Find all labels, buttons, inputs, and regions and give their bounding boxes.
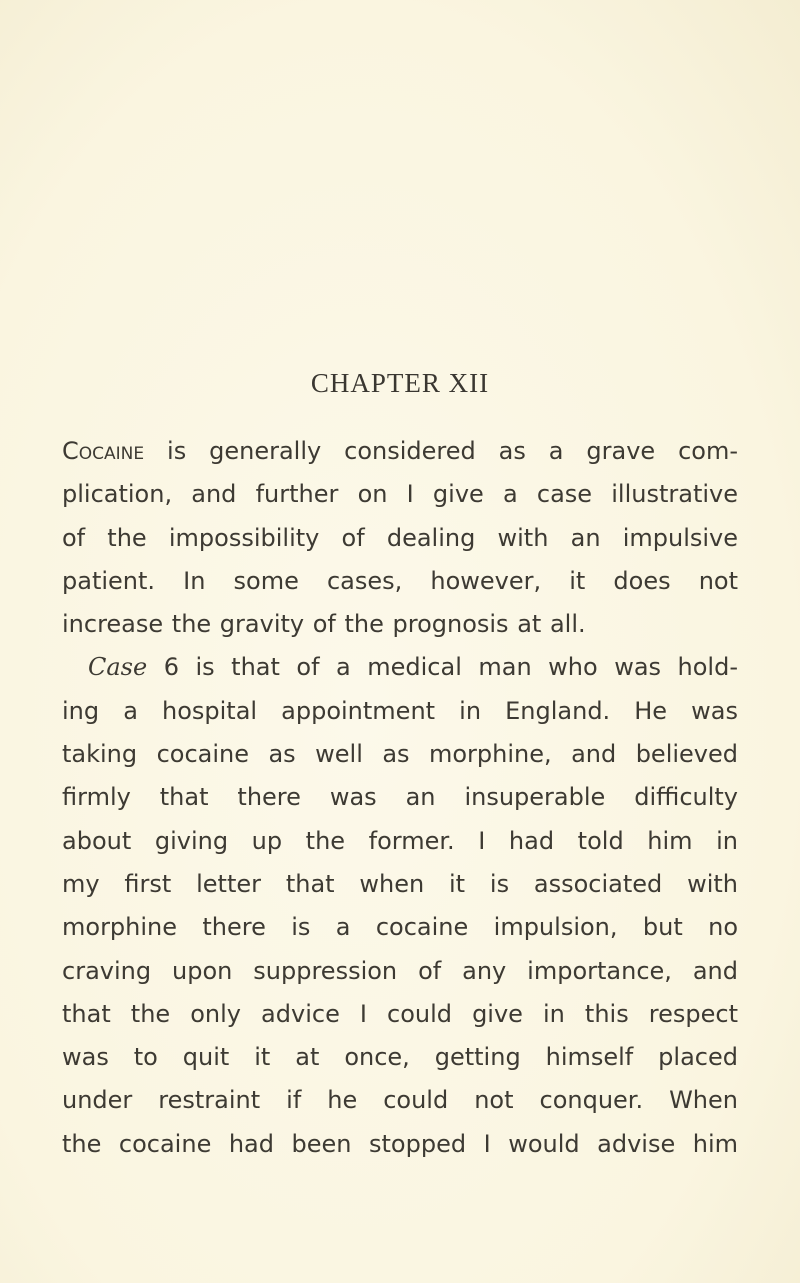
- text-line-6: Case 6 is that of a medical man who was hold-: [88, 653, 738, 682]
- chapter-heading: CHAPTER XII: [310, 368, 490, 398]
- chapter-body-text: [62, 430, 738, 1166]
- text-line-7: ing a hospital appointment in England. He was: [62, 696, 738, 725]
- italic-case-word: Case: [88, 653, 148, 682]
- text-line-13: craving upon suppression of any importance, and: [62, 956, 738, 985]
- text-line-3: of the impossibility of dealing with an impulsive: [62, 523, 738, 552]
- text-line-16: under restraint if he could not conquer. When: [62, 1086, 738, 1115]
- text-line-11: my first letter that when it is associated with: [62, 869, 738, 898]
- text-line-4: patient. In some cases, however, it does not: [62, 566, 738, 595]
- text-line-5: increase the gravity of the prognosis at all.: [62, 610, 586, 639]
- text-line-1: Cocaine is generally considered as a grave com-: [62, 437, 738, 465]
- text-line-14: that the only advice I could give in this respect: [62, 999, 738, 1028]
- text-line-8: taking cocaine as well as morphine, and believed: [62, 740, 738, 769]
- text-line-9: firmly that there was an insuperable difficulty: [62, 783, 738, 812]
- text-line-10: about giving up the former. I had told him in: [62, 826, 738, 855]
- text-line-2: plication, and further on I give a case illustrative: [62, 480, 738, 509]
- text-line-15: was to quit it at once, getting himself placed: [62, 1043, 738, 1072]
- text-line-17: the cocaine had been stopped I would advise him: [62, 1129, 738, 1158]
- small-caps-opening-word: Cocaine: [62, 437, 145, 465]
- text-line-12: morphine there is a cocaine impulsion, but no: [62, 913, 738, 942]
